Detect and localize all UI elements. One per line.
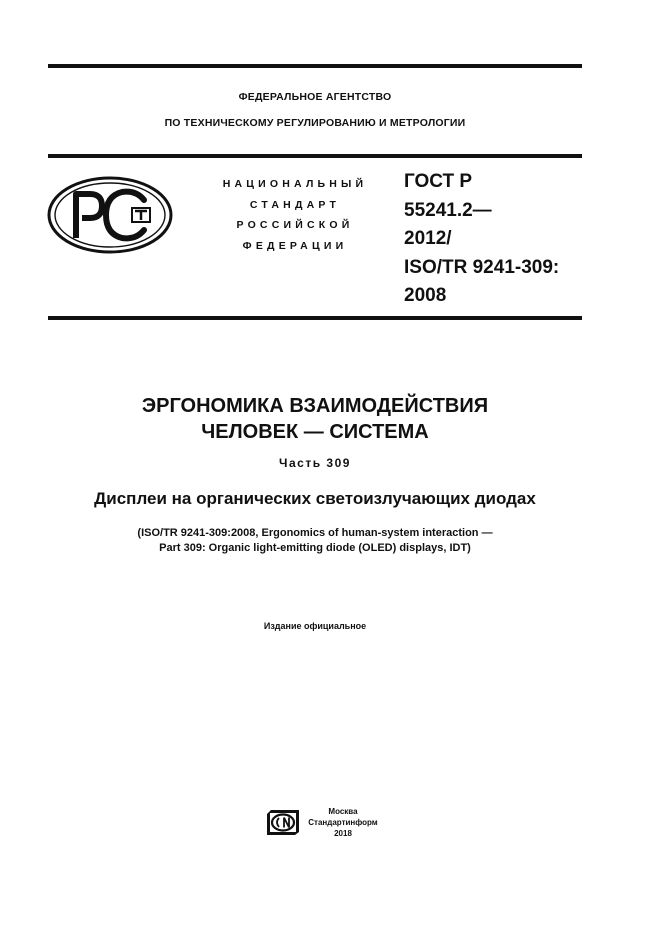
designation-line: 2012/ (404, 228, 452, 249)
publisher-name: Стандартинформ (308, 818, 378, 827)
designation-line: 2008 (404, 285, 447, 306)
designation-line: ISO/TR 9241-309: (404, 256, 560, 278)
standard-type-line: НАЦИОНАЛЬНЫЙ (222, 178, 368, 190)
standard-designation (404, 168, 594, 311)
original-line2: Part 309: Organic light-emitting diode (OLED) displays, IDT) (159, 542, 471, 554)
standard-type-line: РОССИЙСКОЙ (236, 219, 354, 231)
document-subtitle: Дисплеи на органических светоизлучающих диодах (94, 489, 536, 508)
designation-line: 55241.2— (404, 199, 492, 221)
original-line1: (ISO/TR 9241-309:2008, Ergonomics of human-system interaction — (137, 527, 493, 539)
publication-year: 2018 (334, 829, 352, 838)
middle-rule (48, 154, 582, 158)
standard-type-line: СТАНДАРТ (249, 198, 341, 211)
publisher-city: Москва (328, 807, 358, 816)
part-number: Часть 309 (279, 456, 351, 470)
gost-r-logo-icon (46, 176, 174, 259)
standard-type-line: ФЕДЕРАЦИИ (242, 239, 348, 252)
original-standard-reference (48, 526, 582, 556)
title-line1: ЭРГОНОМИКА ВЗАИМОДЕЙСТВИЯ (141, 395, 489, 417)
agency-name-line2: ПО ТЕХНИЧЕСКОМУ РЕГУЛИРОВАНИЮ И МЕТРОЛОГИИ (164, 117, 466, 129)
agency-name-line1: ФЕДЕРАЛЬНОЕ АГЕНТСТВО (238, 91, 392, 103)
standartinform-logo-icon (265, 808, 301, 841)
document-title (48, 393, 582, 445)
designation-line: ГОСТ Р (404, 171, 473, 192)
edition-label: Издание официальное (263, 621, 367, 631)
national-standard-label (200, 174, 390, 256)
title-line2: ЧЕЛОВЕК — СИСТЕМА (201, 421, 429, 443)
bottom-rule (48, 316, 582, 320)
top-rule (48, 64, 582, 68)
publisher-info (308, 806, 378, 839)
